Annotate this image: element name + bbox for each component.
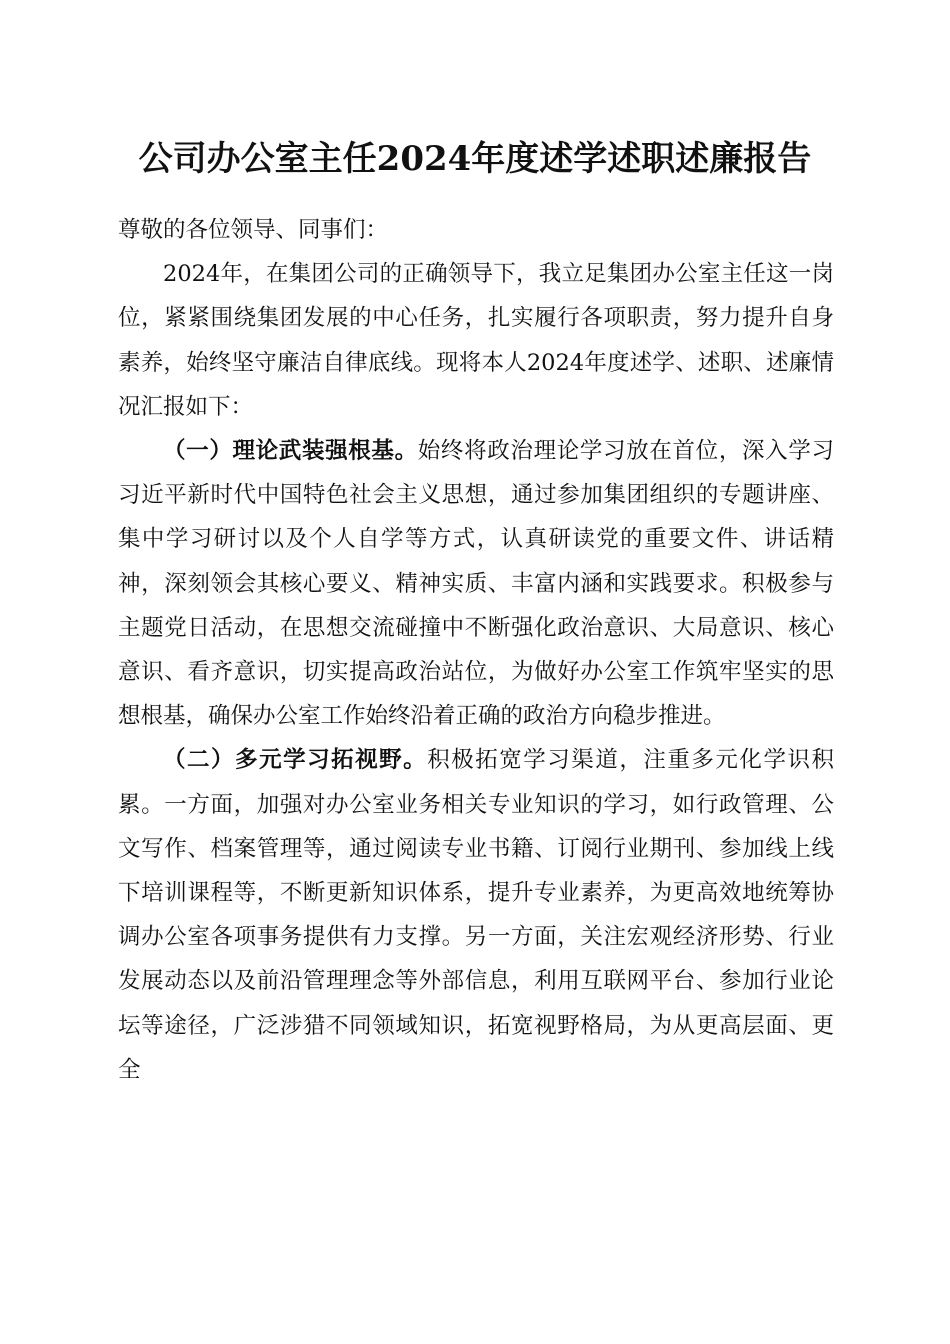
section-paragraph-1 [118,429,834,738]
section-heading-2: （二）多元学习拓视野。 [163,747,428,774]
document-title: 公司办公室主任2024年度述学述职述廉报告 [138,139,812,179]
section-paragraph-2 [118,738,834,1092]
section-heading-1: （一）理论武装强根基。 [163,438,418,465]
section-text-2: 积极拓宽学习渠道，注重多元化学识积累。一方面，加强对办公室业务相关专业知识的学习，如行政管理、公文写作、档案管理等，通过阅读专业书籍、订阅行业期刊、参加线上线下培训课程等，不断更新知识体系，提升专业素养，为更高效地统筹协调办公室各项事务提供有力支撑。另一方面，关注宏观经济形势、行业发展动态以及前沿管理理念等外部信息，利用互联网平台、参加行业论坛等途径，广泛涉猎不同领域知识，拓宽视野格局，为从更高层面、更全 [118,747,834,1083]
salutation: 尊敬的各位领导、同事们： [118,217,389,243]
intro-paragraph: 2024年，在集团公司的正确领导下，我立足集团办公室主任这一岗位，紧紧围绕集团发展的中心任务，扎实履行各项职责，努力提升自身素养，始终坚守廉洁自律底线。现将本人2024年度述学、述职、述廉情况汇报如下： [118,261,834,420]
document-body [118,208,834,1092]
section-text-1: 始终将政治理论学习放在首位，深入学习习近平新时代中国特色社会主义思想，通过参加集团组织的专题讲座、集中学习研讨以及个人自学等方式，认真研读党的重要文件、讲话精神，深刻领会其核心要义、精神实质、丰富内涵和实践要求。积极参与主题党日活动，在思想交流碰撞中不断强化政治意识、大局意识、核心意识、看齐意识，切实提高政治站位，为做好办公室工作筑牢坚实的思想根基，确保办公室工作始终沿着正确的政治方向稳步推进。 [118,438,834,730]
